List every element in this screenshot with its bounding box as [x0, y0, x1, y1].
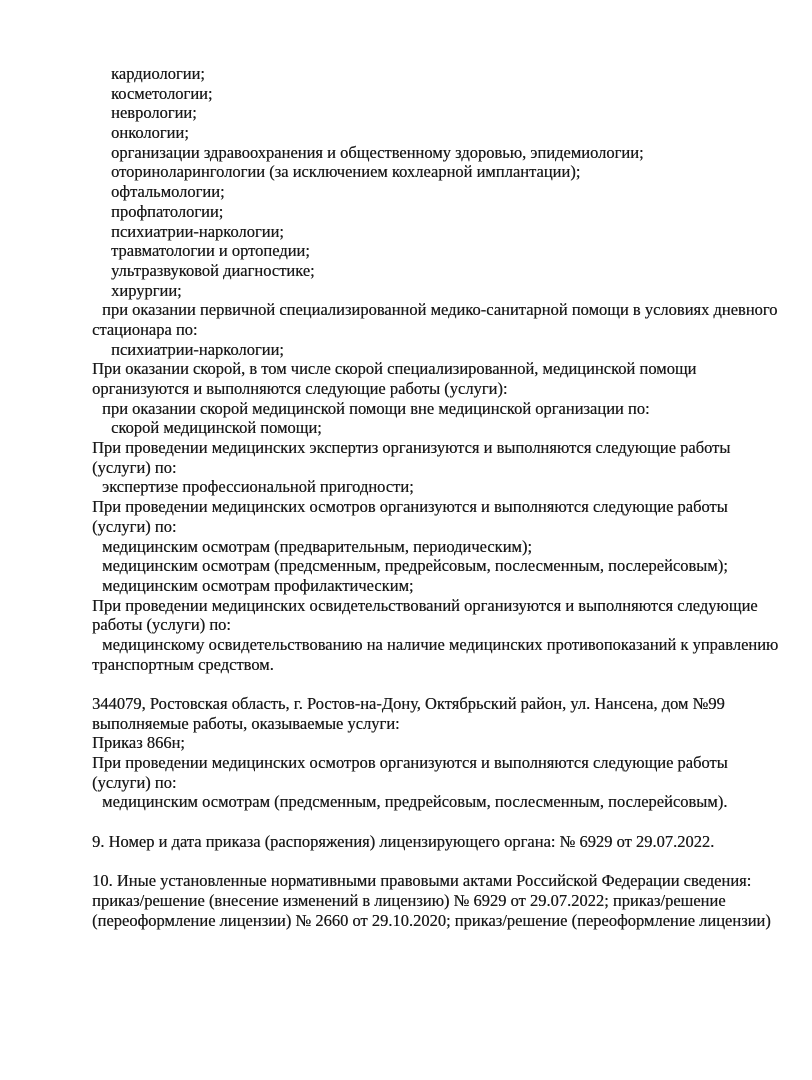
document-line: 10. Иные установленные нормативными правовыми актами Российской Федерации сведения: — [92, 871, 752, 891]
document-line: работы (услуги) по: — [92, 615, 231, 635]
document-line: косметологии; — [111, 83, 213, 103]
document-line: неврологии; — [111, 103, 197, 123]
document-text-block — [92, 64, 779, 930]
document-line: медицинским осмотрам (предварительным, периодическим); — [102, 536, 532, 556]
document-line: ультразвуковой диагностике; — [111, 260, 315, 280]
document-line: травматологии и ортопедии; — [111, 241, 310, 261]
document-line: медицинским осмотрам профилактическим; — [102, 575, 414, 595]
document-line: выполняемые работы, оказываемые услуги: — [92, 713, 400, 733]
document-line: медицинскому освидетельствованию на наличие медицинских противопоказаний к управлению — [102, 634, 779, 654]
document-line: приказ/решение (внесение изменений в лицензию) № 6929 от 29.07.2022; приказ/решение — [92, 890, 726, 910]
document-line: (услуги) по: — [92, 772, 177, 792]
document-line: При оказании скорой, в том числе скорой специализированной, медицинской помощи — [92, 359, 697, 379]
blank-line — [92, 674, 772, 694]
document-line: психиатрии-наркологии; — [111, 221, 284, 241]
document-line: скорой медицинской помощи; — [111, 418, 322, 438]
document-line: При проведении медицинских экспертиз организуются и выполняются следующие работы — [92, 438, 731, 458]
blank-line — [92, 812, 772, 832]
document-line: 9. Номер и дата приказа (распоряжения) лицензирующего органа: № 6929 от 29.07.2022. — [92, 831, 715, 851]
document-line: транспортным средством. — [92, 654, 274, 674]
document-line: хирургии; — [111, 280, 182, 300]
document-line: при оказании первичной специализированной медико-санитарной помощи в условиях дневного — [102, 300, 778, 320]
document-line: (услуги) по: — [92, 457, 177, 477]
document-line: кардиологии; — [111, 64, 205, 83]
document-line: организуются и выполняются следующие работы (услуги): — [92, 379, 508, 398]
document-line: при оказании скорой медицинской помощи вне медицинской организации по: — [102, 398, 650, 418]
document-line: При проведении медицинских освидетельствований организуются и выполняются следующие — [92, 595, 758, 615]
document-line: оториноларингологии (за исключением кохлеарной имплантации); — [111, 162, 581, 182]
document-line: психиатрии-наркологии; — [111, 339, 284, 359]
document-line: Приказ 866н; — [92, 733, 185, 753]
blank-line — [92, 852, 772, 872]
document-line: стационара по: — [92, 319, 198, 339]
document-line: медицинским осмотрам (предсменным, предрейсовым, послесменным, послерейсовым); — [102, 556, 728, 576]
document-line: медицинским осмотрам (предсменным, предрейсовым, послесменным, послерейсовым). — [102, 792, 728, 812]
document-line: При проведении медицинских осмотров организуются и выполняются следующие работы — [92, 753, 728, 773]
document-line: (переоформление лицензии) № 2660 от 29.10.2020; приказ/решение (переоформление лицензии) — [92, 910, 771, 930]
document-line: офтальмологии; — [111, 182, 225, 202]
document-line: организации здравоохранения и общественному здоровью, эпидемиологии; — [111, 142, 644, 162]
document-line: онкологии; — [111, 123, 189, 143]
document-line: При проведении медицинских осмотров организуются и выполняются следующие работы — [92, 497, 728, 517]
document-line: (услуги) по: — [92, 516, 177, 536]
document-line: профпатологии; — [111, 201, 224, 221]
document-line: экспертизе профессиональной пригодности; — [102, 477, 414, 497]
document-line: 344079, Ростовская область, г. Ростов-на-Дону, Октябрьский район, ул. Нансена, дом №99 — [92, 694, 725, 713]
